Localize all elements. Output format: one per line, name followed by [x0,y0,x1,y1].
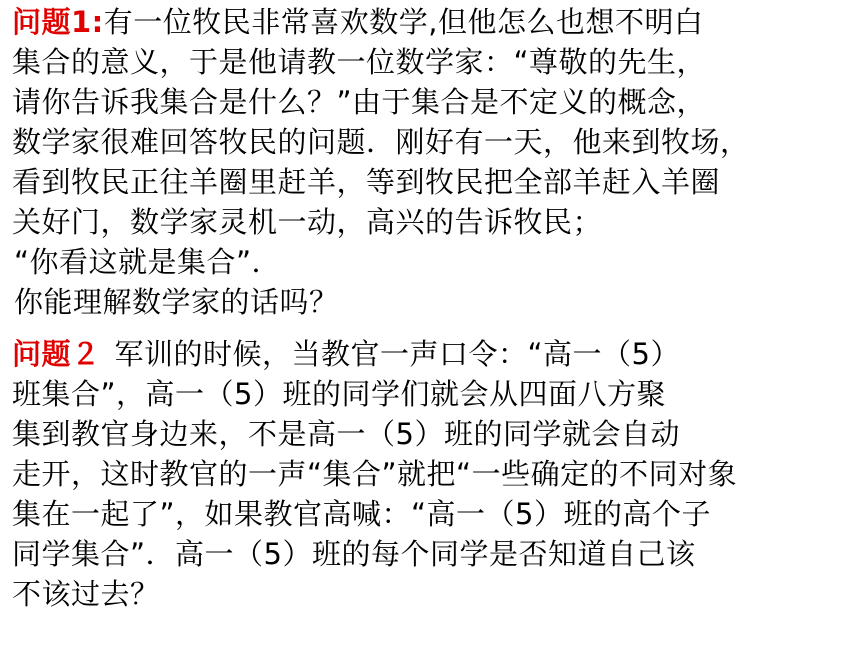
problem-2-line-4: 走开，这时教官的一声“集合”就把“一些确定的不同对象 [12,457,738,491]
problem-2-line-1 [12,336,680,372]
problem-1-text: 有一位牧民非常喜欢数学,但他怎么也想不明白 [103,5,704,39]
problem-1-line-4: 数学家很难回答牧民的问题．刚好有一天，他来到牧场， [12,125,750,159]
problem-1-line-1 [12,4,704,40]
problem-2-line-2: 班集合”，高一（5）班的同学们就会从四面八方聚 [12,377,666,411]
problem-1-line-7: “你看这就是集合”． [14,245,282,279]
problem-2-label: 问题２ [12,337,101,371]
problem-1-line-5: 看到牧民正往羊圈里赶羊，等到牧民把全部羊赶入羊圈 [12,165,721,199]
problem-1-line-2: 集合的意义，于是他请教一位数学家：“尊敬的先生， [12,45,707,79]
problem-2-line-7: 不该过去？ [12,577,160,611]
problem-1-line-6: 关好门，数学家灵机一动，高兴的告诉牧民； [12,205,603,239]
problem-2-line-3: 集到教官身边来，不是高一（5）班的同学就会自动 [12,417,680,451]
problem-2-line-6: 同学集合”．高一（5）班的每个同学是否知道自己该 [12,537,696,571]
problem-1-line-8: 你能理解数学家的话吗？ [14,285,339,319]
problem-2-line-5: 集在一起了”，如果教官高喊：“高一（5）班的高个子 [12,497,711,531]
problem-1-label: 问题1: [12,5,104,39]
problem-2-text: 军训的时候，当教官一声口令：“高一（5） [114,337,680,371]
problem-1-line-3: 请你告诉我集合是什么？”由于集合是不定义的概念， [12,85,707,119]
